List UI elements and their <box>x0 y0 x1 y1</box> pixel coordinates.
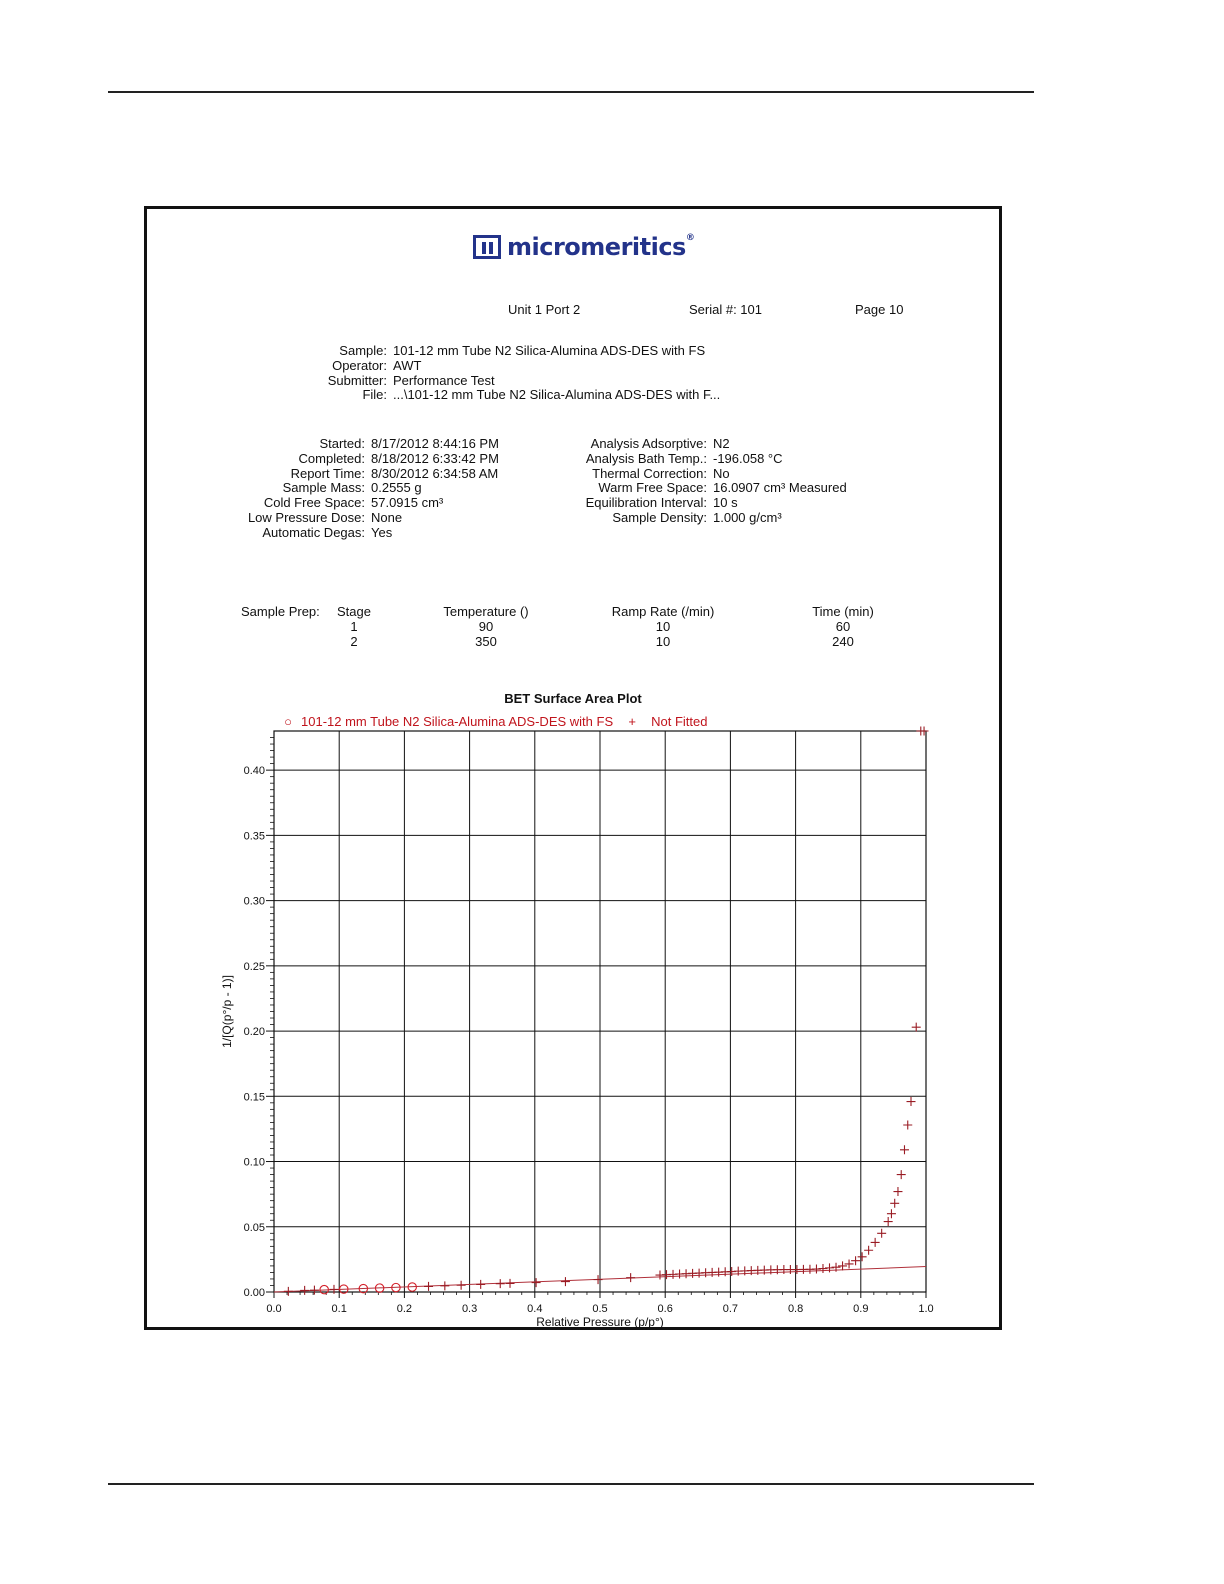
serial-number: Serial #: 101 <box>689 302 762 317</box>
prep-header-ramp-rate: Ramp Rate (/min) <box>611 604 715 619</box>
legend-not-fitted-label: Not Fitted <box>651 714 708 729</box>
info-label: File: <box>362 387 387 403</box>
x-axis-label: Relative Pressure (p/p°) <box>536 1315 664 1329</box>
prep-header-stage: Stage <box>337 604 371 619</box>
data-point-plus <box>838 1261 847 1270</box>
data-point-plus <box>300 1286 309 1295</box>
data-point-plus <box>457 1281 466 1290</box>
info-label: Analysis Adsorptive: <box>590 436 707 451</box>
logo-mark-icon <box>473 235 501 259</box>
data-point-plus <box>903 1121 912 1130</box>
data-point-plus <box>897 1170 906 1179</box>
run-info-left <box>217 437 499 541</box>
data-point-plus <box>310 1286 319 1295</box>
data-point-plus <box>284 1287 293 1296</box>
data-point-plus <box>907 1097 916 1106</box>
x-tick-label: 0.9 <box>853 1303 869 1315</box>
info-row <box>297 374 720 389</box>
report-frame <box>144 206 1002 1330</box>
data-point-plus <box>424 1282 433 1291</box>
prep-cell: 350 <box>475 633 497 649</box>
y-tick-label: 0.00 <box>243 1287 265 1299</box>
logo-text: micromeritics <box>507 233 686 261</box>
prep-cell: 10 <box>655 633 671 649</box>
prep-cell: 10 <box>655 618 671 634</box>
data-point-plus <box>864 1246 873 1255</box>
info-row <box>217 452 499 467</box>
info-row <box>577 467 847 482</box>
x-tick-label: 0.0 <box>266 1303 282 1315</box>
data-point-plus <box>496 1279 505 1288</box>
info-value: ...\101-12 mm Tube N2 Silica-Alumina ADS-DES with F... <box>393 387 721 403</box>
data-point-plus <box>561 1277 570 1286</box>
info-row <box>217 526 499 541</box>
info-label: Operator: <box>332 357 387 373</box>
info-row <box>577 511 847 526</box>
data-point-plus <box>626 1273 635 1282</box>
data-point-plus <box>871 1238 880 1247</box>
info-value: 8/30/2012 6:34:58 AM <box>371 465 499 481</box>
sample-info-block <box>297 344 720 403</box>
micromeritics-logo: micromeritics® <box>473 233 694 261</box>
info-value: Performance Test <box>393 372 495 388</box>
info-label: Automatic Degas: <box>262 524 365 540</box>
info-label: Cold Free Space: <box>263 495 365 511</box>
data-point-plus <box>594 1275 603 1284</box>
info-value: -196.058 °C <box>713 450 783 466</box>
info-label: Thermal Correction: <box>592 465 707 481</box>
info-row <box>297 388 720 403</box>
run-info-right <box>577 437 847 526</box>
x-tick-label: 0.1 <box>331 1303 347 1315</box>
data-point-plus <box>893 1187 902 1196</box>
x-tick-label: 0.8 <box>787 1303 804 1315</box>
info-label: Sample: <box>339 343 387 358</box>
data-point-plus <box>890 1199 899 1208</box>
info-label: Submitter: <box>327 372 387 388</box>
info-row <box>577 481 847 496</box>
x-tick-label: 0.6 <box>657 1303 673 1315</box>
info-value: 0.2555 g <box>371 480 422 496</box>
bet-plot <box>207 709 967 1329</box>
data-point-plus <box>912 1023 921 1032</box>
data-point-plus <box>532 1278 541 1287</box>
legend-plus-icon: + <box>628 714 636 729</box>
y-tick-label: 0.20 <box>243 1026 265 1039</box>
info-label: Sample Mass: <box>282 480 365 496</box>
y-tick-label: 0.40 <box>243 765 265 778</box>
y-tick-label: 0.25 <box>243 960 265 973</box>
data-point-plus <box>884 1217 893 1226</box>
data-point-plus <box>440 1281 449 1290</box>
data-point-plus <box>858 1252 867 1261</box>
info-row <box>217 496 499 511</box>
info-label: Equilibration Interval: <box>585 495 707 511</box>
info-value: 57.0915 cm³ <box>371 495 444 511</box>
x-tick-label: 0.4 <box>527 1303 543 1315</box>
y-tick-label: 0.35 <box>243 830 265 843</box>
y-tick-label: 0.05 <box>243 1221 265 1234</box>
data-point-plus <box>900 1145 909 1154</box>
prep-cell: 240 <box>832 633 854 649</box>
info-label: Analysis Bath Temp.: <box>585 450 707 466</box>
info-row <box>217 481 499 496</box>
info-row <box>297 359 720 374</box>
data-point-plus <box>506 1279 515 1288</box>
y-tick-label: 0.15 <box>243 1091 265 1104</box>
info-value: 8/18/2012 6:33:42 PM <box>371 450 499 466</box>
top-rule <box>108 91 1034 93</box>
info-row <box>577 452 847 467</box>
info-value: Yes <box>371 524 393 540</box>
info-value: AWT <box>393 357 422 373</box>
x-tick-label: 1.0 <box>918 1303 934 1315</box>
info-value: None <box>371 509 403 525</box>
info-row <box>577 437 847 452</box>
info-row <box>297 344 720 359</box>
info-label: Warm Free Space: <box>598 480 707 496</box>
bottom-rule <box>108 1483 1034 1485</box>
info-value: 8/17/2012 8:44:16 PM <box>371 436 499 451</box>
prep-header-time: Time (min) <box>812 604 874 619</box>
prep-cell: 1 <box>350 618 358 634</box>
info-label: Completed: <box>298 450 365 466</box>
legend-circle-icon: ○ <box>284 714 292 729</box>
y-tick-label: 0.10 <box>243 1156 265 1169</box>
data-point-plus <box>476 1280 485 1289</box>
info-label: Low Pressure Dose: <box>247 509 365 525</box>
info-value: N2 <box>713 436 730 451</box>
x-tick-label: 0.2 <box>396 1303 413 1315</box>
info-label: Started: <box>319 436 365 451</box>
legend-series-label: 101-12 mm Tube N2 Silica-Alumina ADS-DES with FS <box>301 714 614 729</box>
sample-prep-label: Sample Prep: <box>241 604 320 619</box>
unit-port: Unit 1 Port 2 <box>508 302 581 317</box>
info-label: Report Time: <box>290 465 365 481</box>
data-point-plus <box>818 1264 827 1273</box>
x-tick-label: 0.7 <box>722 1303 739 1315</box>
x-tick-label: 0.3 <box>461 1303 478 1315</box>
prep-cell: 60 <box>835 618 851 634</box>
info-value: 10 s <box>713 495 738 511</box>
data-point-plus <box>825 1263 834 1272</box>
info-row <box>217 437 499 452</box>
info-value: 1.000 g/cm³ <box>713 509 782 525</box>
info-row <box>577 496 847 511</box>
page-number: Page 10 <box>855 302 904 317</box>
x-tick-label: 0.5 <box>592 1303 608 1315</box>
data-point-plus <box>887 1209 896 1218</box>
prep-cell: 90 <box>478 618 494 634</box>
info-label: Sample Density: <box>612 509 707 525</box>
info-value: No <box>713 465 730 481</box>
info-value: 101-12 mm Tube N2 Silica-Alumina ADS-DES with FS <box>393 343 706 358</box>
y-tick-label: 0.30 <box>243 895 265 908</box>
chart-title: BET Surface Area Plot <box>504 691 642 706</box>
prep-header-temperature: Temperature () <box>443 604 529 619</box>
info-value: 16.0907 cm³ Measured <box>713 480 847 496</box>
prep-cell: 2 <box>350 633 358 649</box>
info-row <box>217 467 499 482</box>
data-point-plus <box>877 1229 886 1238</box>
info-row <box>217 511 499 526</box>
y-axis-label: 1/[Q(p°/p - 1)] <box>220 975 234 1048</box>
